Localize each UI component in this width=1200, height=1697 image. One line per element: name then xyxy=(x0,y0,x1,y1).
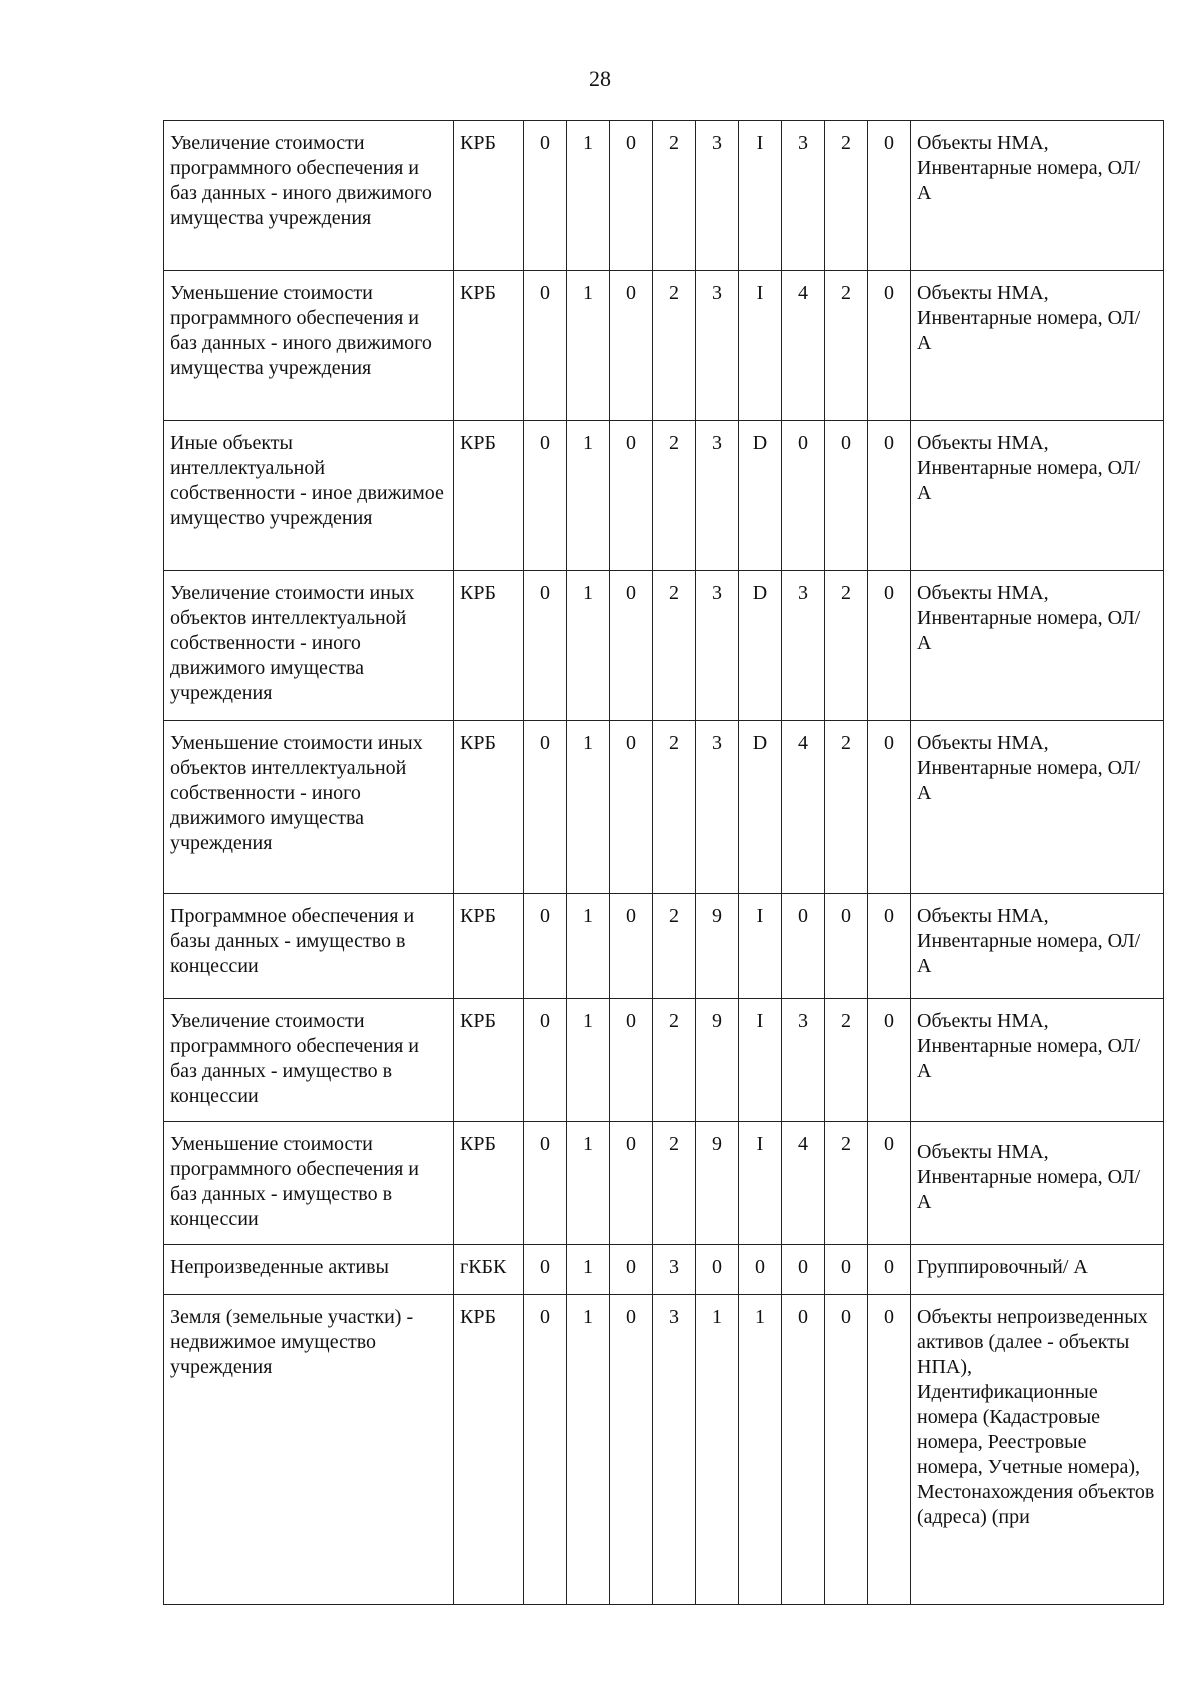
code-digit: I xyxy=(739,121,782,271)
code-digit: D xyxy=(739,571,782,721)
account-name: Увеличение стоимости программного обеспечения и баз данных - иного движимого имущества учреждения xyxy=(164,121,454,271)
table-row xyxy=(164,121,1164,271)
code-digit: 9 xyxy=(696,894,739,999)
account-kind: КРБ xyxy=(454,1295,524,1605)
code-digit: 1 xyxy=(567,1245,610,1295)
code-digit: 0 xyxy=(524,421,567,571)
code-digit: 0 xyxy=(868,421,911,571)
code-digit: 2 xyxy=(653,999,696,1122)
code-digit: 0 xyxy=(524,721,567,894)
analytics-note: Объекты НМА, Инвентарные номера, ОЛ/ А xyxy=(911,894,1164,999)
code-digit: 0 xyxy=(868,894,911,999)
code-digit: 1 xyxy=(567,571,610,721)
account-name: Уменьшение стоимости программного обеспечения и баз данных - имущество в концессии xyxy=(164,1122,454,1245)
code-digit: 0 xyxy=(825,1295,868,1605)
code-digit: 0 xyxy=(868,571,911,721)
code-digit: 0 xyxy=(868,1295,911,1605)
code-digit: 9 xyxy=(696,1122,739,1245)
analytics-note: Группировочный/ А xyxy=(911,1245,1164,1295)
code-digit: 0 xyxy=(696,1245,739,1295)
code-digit: 2 xyxy=(825,721,868,894)
table-row xyxy=(164,894,1164,999)
code-digit: 0 xyxy=(825,894,868,999)
code-digit: 2 xyxy=(653,1122,696,1245)
account-kind: КРБ xyxy=(454,894,524,999)
account-kind: КРБ xyxy=(454,421,524,571)
code-digit: 3 xyxy=(696,721,739,894)
code-digit: 0 xyxy=(782,894,825,999)
account-name: Иные объекты интеллектуальной собственности - иное движимое имущество учреждения xyxy=(164,421,454,571)
code-digit: I xyxy=(739,271,782,421)
code-digit: 0 xyxy=(610,999,653,1122)
code-digit: 0 xyxy=(782,1245,825,1295)
code-digit: 1 xyxy=(567,121,610,271)
analytics-note: Объекты НМА, Инвентарные номера, ОЛ/ А xyxy=(911,421,1164,571)
analytics-note: Объекты непроизведенных активов (далее - объекты НПА), Идентификационные номера (Кадастровые номера, Реестровые номера, Учетные номера), Местонахождения объектов (адреса) (при xyxy=(911,1295,1164,1605)
code-digit: 2 xyxy=(653,271,696,421)
code-digit: 9 xyxy=(696,999,739,1122)
code-digit: 0 xyxy=(610,271,653,421)
code-digit: 3 xyxy=(653,1295,696,1605)
code-digit: 0 xyxy=(610,421,653,571)
code-digit: 0 xyxy=(524,999,567,1122)
account-kind: КРБ xyxy=(454,999,524,1122)
code-digit: 0 xyxy=(610,721,653,894)
analytics-note: Объекты НМА, Инвентарные номера, ОЛ/ А xyxy=(911,1122,1164,1245)
account-name: Уменьшение стоимости программного обеспечения и баз данных - иного движимого имущества учреждения xyxy=(164,271,454,421)
table-row xyxy=(164,721,1164,894)
accounts-table xyxy=(163,120,1164,1605)
account-name: Программное обеспечения и базы данных - имущество в концессии xyxy=(164,894,454,999)
code-digit: 0 xyxy=(868,999,911,1122)
analytics-note: Объекты НМА, Инвентарные номера, ОЛ/ А xyxy=(911,121,1164,271)
account-kind: КРБ xyxy=(454,271,524,421)
code-digit: 0 xyxy=(524,1295,567,1605)
code-digit: 0 xyxy=(868,1245,911,1295)
analytics-note: Объекты НМА, Инвентарные номера, ОЛ/ А xyxy=(911,271,1164,421)
account-kind: КРБ xyxy=(454,721,524,894)
code-digit: 0 xyxy=(524,121,567,271)
code-digit: 4 xyxy=(782,271,825,421)
code-digit: 0 xyxy=(524,271,567,421)
account-kind: КРБ xyxy=(454,121,524,271)
account-name: Земля (земельные участки) - недвижимое имущество учреждения xyxy=(164,1295,454,1605)
code-digit: 0 xyxy=(868,721,911,894)
table-row xyxy=(164,421,1164,571)
code-digit: 0 xyxy=(739,1245,782,1295)
code-digit: 1 xyxy=(739,1295,782,1605)
account-kind: КРБ xyxy=(454,1122,524,1245)
code-digit: 3 xyxy=(696,271,739,421)
account-kind: КРБ xyxy=(454,571,524,721)
code-digit: 3 xyxy=(782,571,825,721)
code-digit: 0 xyxy=(524,1122,567,1245)
code-digit: 2 xyxy=(825,121,868,271)
code-digit: 0 xyxy=(610,894,653,999)
table-body xyxy=(164,121,1164,1605)
code-digit: I xyxy=(739,1122,782,1245)
code-digit: I xyxy=(739,999,782,1122)
code-digit: 2 xyxy=(653,721,696,894)
table-row xyxy=(164,1295,1164,1605)
code-digit: 1 xyxy=(567,1122,610,1245)
code-digit: 3 xyxy=(653,1245,696,1295)
table-row xyxy=(164,1245,1164,1295)
code-digit: 4 xyxy=(782,721,825,894)
account-name: Непроизведенные активы xyxy=(164,1245,454,1295)
code-digit: 2 xyxy=(825,271,868,421)
code-digit: 3 xyxy=(782,121,825,271)
code-digit: 0 xyxy=(524,1245,567,1295)
code-digit: 1 xyxy=(567,894,610,999)
account-name: Увеличение стоимости программного обеспечения и баз данных - имущество в концессии xyxy=(164,999,454,1122)
code-digit: 3 xyxy=(696,121,739,271)
account-name: Увеличение стоимости иных объектов интеллектуальной собственности - иного движимого имущества учреждения xyxy=(164,571,454,721)
code-digit: 0 xyxy=(825,421,868,571)
code-digit: 2 xyxy=(825,571,868,721)
code-digit: 0 xyxy=(825,1245,868,1295)
code-digit: 0 xyxy=(610,1122,653,1245)
code-digit: 0 xyxy=(868,1122,911,1245)
analytics-note: Объекты НМА, Инвентарные номера, ОЛ/ А xyxy=(911,571,1164,721)
code-digit: 0 xyxy=(782,421,825,571)
code-digit: 3 xyxy=(696,571,739,721)
code-digit: 0 xyxy=(868,271,911,421)
code-digit: 0 xyxy=(868,121,911,271)
code-digit: 2 xyxy=(825,1122,868,1245)
table-row xyxy=(164,999,1164,1122)
code-digit: D xyxy=(739,721,782,894)
code-digit: 2 xyxy=(653,421,696,571)
code-digit: 0 xyxy=(524,571,567,721)
code-digit: 0 xyxy=(610,1295,653,1605)
code-digit: 0 xyxy=(610,571,653,721)
code-digit: 2 xyxy=(653,571,696,721)
code-digit: 1 xyxy=(567,271,610,421)
code-digit: D xyxy=(739,421,782,571)
table-row xyxy=(164,1122,1164,1245)
code-digit: 1 xyxy=(567,421,610,571)
account-kind: гКБК xyxy=(454,1245,524,1295)
page-number: 28 xyxy=(589,66,611,91)
code-digit: 3 xyxy=(782,999,825,1122)
table-row xyxy=(164,571,1164,721)
code-digit: 2 xyxy=(825,999,868,1122)
code-digit: 1 xyxy=(567,721,610,894)
code-digit: 4 xyxy=(782,1122,825,1245)
code-digit: 0 xyxy=(610,121,653,271)
code-digit: 3 xyxy=(696,421,739,571)
code-digit: I xyxy=(739,894,782,999)
code-digit: 0 xyxy=(524,894,567,999)
account-name: Уменьшение стоимости иных объектов интеллектуальной собственности - иного движимого имущества учреждения xyxy=(164,721,454,894)
code-digit: 1 xyxy=(567,999,610,1122)
code-digit: 2 xyxy=(653,894,696,999)
analytics-note: Объекты НМА, Инвентарные номера, ОЛ/ А xyxy=(911,999,1164,1122)
table-row xyxy=(164,271,1164,421)
code-digit: 1 xyxy=(696,1295,739,1605)
code-digit: 2 xyxy=(653,121,696,271)
analytics-note: Объекты НМА, Инвентарные номера, ОЛ/ А xyxy=(911,721,1164,894)
code-digit: 0 xyxy=(782,1295,825,1605)
code-digit: 1 xyxy=(567,1295,610,1605)
code-digit: 0 xyxy=(610,1245,653,1295)
